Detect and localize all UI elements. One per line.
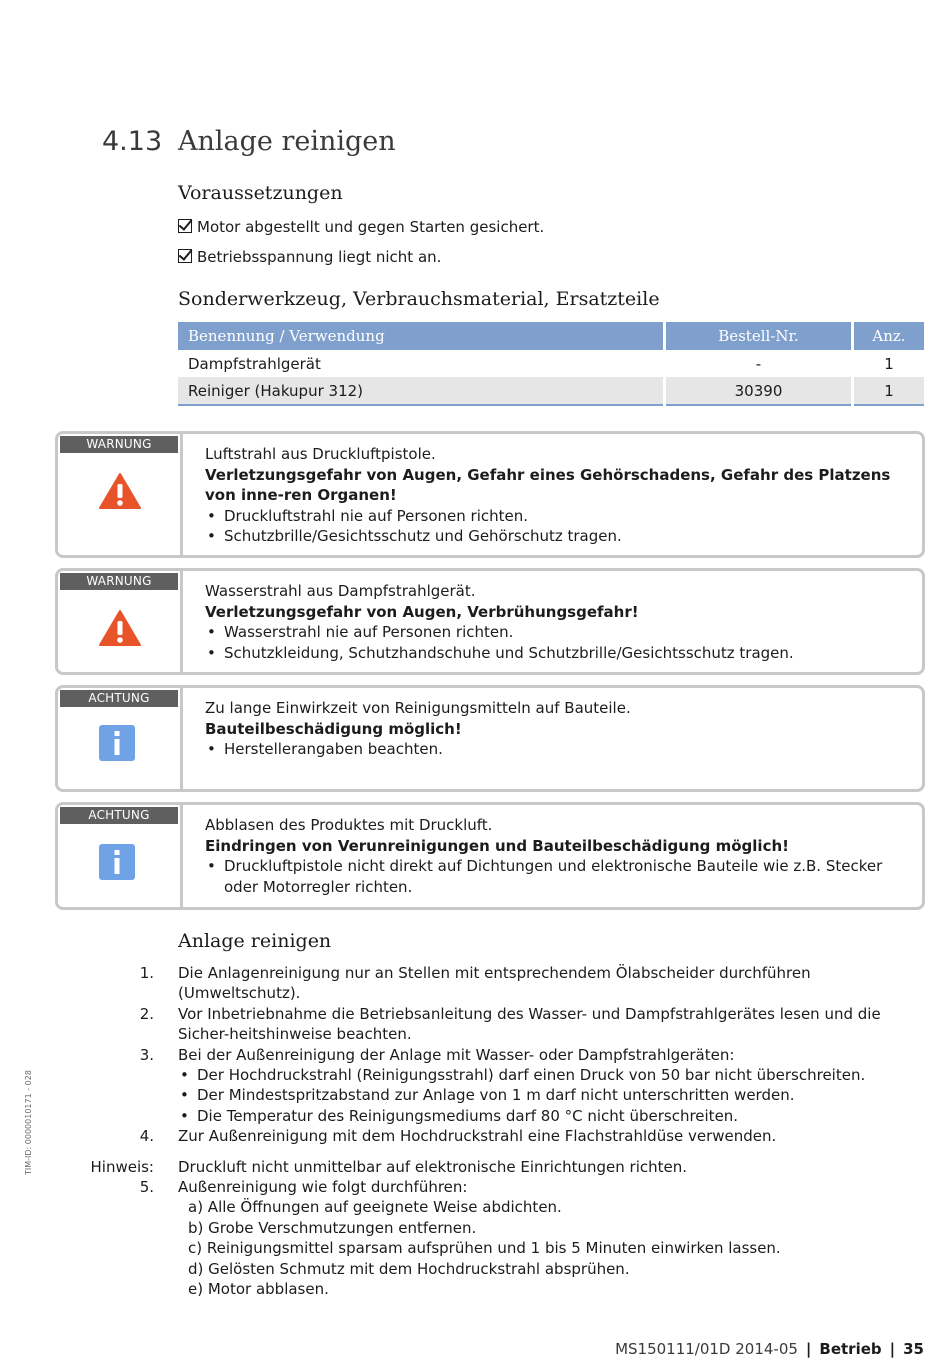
column-header: Anz. — [853, 322, 925, 350]
table-cell: 1 — [853, 377, 925, 405]
warning-notice — [55, 431, 925, 558]
list-item: e) Motor abblasen. — [188, 1280, 329, 1299]
procedure-step — [80, 1126, 920, 1146]
caution-notice — [55, 685, 925, 792]
list-item: • Herstellerangaben beachten. — [205, 739, 908, 760]
list-item: a) Alle Öffnungen auf geeignete Weise abdichten. — [188, 1198, 562, 1217]
table-row — [178, 350, 924, 377]
list-item: • Wasserstrahl nie auf Personen richten. — [205, 622, 908, 643]
step-content — [178, 1177, 920, 1299]
notice-danger: Eindringen von Verunreinigungen und Bauteilbeschädigung möglich! — [205, 836, 789, 855]
notice-intro: Zu lange Einwirkzeit von Reinigungsmitteln auf Bauteile. — [205, 699, 631, 717]
notice-body — [205, 444, 908, 547]
notice-tag: ACHTUNG — [60, 807, 178, 824]
table-cell: - — [665, 350, 853, 377]
step-number: 3. — [139, 1045, 154, 1064]
procedure-note — [80, 1157, 920, 1177]
notice-body — [205, 698, 908, 760]
notice-bullets — [205, 622, 908, 663]
notice-body — [205, 815, 908, 897]
notice-tag: WARNUNG — [60, 573, 178, 590]
notice-body — [205, 581, 908, 663]
parts-table — [178, 322, 924, 406]
page-footer — [615, 1340, 924, 1358]
step-text: Außenreinigung wie folgt durchführen: — [178, 1178, 468, 1197]
page-number: 35 — [903, 1340, 924, 1358]
list-item: • Druckluftstrahl nie auf Personen richten. — [205, 506, 908, 527]
list-item: • Schutzbrille/Gesichtsschutz und Gehörschutz tragen. — [205, 526, 908, 547]
chapter-name: Betrieb — [819, 1340, 882, 1358]
warning-notice — [55, 568, 925, 675]
footer-separator: | — [889, 1340, 896, 1358]
list-item: • Der Mindestspritzabstand zur Anlage von 1 m darf nicht unterschritten werden. — [178, 1085, 920, 1105]
notice-sidebar — [58, 434, 183, 555]
list-item: • Die Temperatur des Reinigungsmediums darf 80 °C nicht überschreiten. — [178, 1106, 920, 1126]
column-header: Benennung / Verwendung — [178, 322, 665, 350]
procedure-heading: Anlage reinigen — [178, 930, 332, 952]
table-cell: 30390 — [665, 377, 853, 405]
list-item: d) Gelösten Schmutz mit dem Hochdruckstrahl absprühen. — [188, 1259, 630, 1278]
notice-sidebar — [58, 571, 183, 672]
note-text: Druckluft nicht unmittelbar auf elektronische Einrichtungen richten. — [178, 1157, 688, 1176]
table-row — [178, 377, 924, 405]
column-header: Bestell-Nr. — [665, 322, 853, 350]
list-item: • Schutzkleidung, Schutzhandschuhe und Schutzbrille/Gesichtsschutz tragen. — [205, 643, 908, 664]
notice-sidebar — [58, 688, 183, 789]
info-icon — [98, 843, 136, 881]
step-number: 4. — [139, 1127, 154, 1146]
document-id: MS150111/01D 2014-05 — [615, 1340, 798, 1358]
notice-danger: Verletzungsgefahr von Augen, Gefahr eines Gehörschadens, Gefahr des Platzens von inne-ren Organen! — [205, 465, 891, 504]
procedure-step — [80, 963, 920, 1004]
prerequisites-heading: Voraussetzungen — [178, 182, 343, 204]
procedure-steps — [80, 963, 920, 1300]
list-item: • Druckluftpistole nicht direkt auf Dichtungen und elektronische Bauteile wie z.B. Stecker oder Motorregler richten. — [205, 856, 908, 897]
prerequisite-item: Betriebsspannung liegt nicht an. — [178, 248, 441, 266]
step-number: 1. — [139, 964, 154, 982]
notice-tag: WARNUNG — [60, 436, 178, 453]
notice-danger: Verletzungsgefahr von Augen, Verbrühungsgefahr! — [205, 602, 639, 621]
notice-intro: Abblasen des Produktes mit Druckluft. — [205, 816, 493, 834]
warning-triangle-icon — [98, 472, 142, 510]
footer-separator: | — [805, 1340, 812, 1358]
warning-triangle-icon — [98, 609, 142, 647]
notice-bullets — [205, 506, 908, 547]
step-text: Die Anlagenreinigung nur an Stellen mit entsprechendem Ölabscheider durchführen (Umweltschutz). — [178, 964, 811, 1003]
tools-heading: Sonderwerkzeug, Verbrauchsmaterial, Ersatzteile — [178, 288, 660, 310]
step-text: Zur Außenreinigung mit dem Hochdruckstrahl eine Flachstrahldüse verwenden. — [178, 1127, 777, 1146]
notice-sidebar — [58, 805, 183, 907]
step-text: Vor Inbetriebnahme die Betriebsanleitung des Wasser- und Dampfstrahlgerätes lesen und die Sicher-heitshinweise beachten. — [178, 1004, 881, 1044]
notice-tag: ACHTUNG — [60, 690, 178, 707]
step-text: Bei der Außenreinigung der Anlage mit Wasser- oder Dampfstrahlgeräten: — [178, 1045, 735, 1064]
notice-bullets — [205, 856, 908, 897]
procedure-step — [80, 1045, 920, 1127]
step-content — [178, 1045, 920, 1127]
note-label: Hinweis: — [90, 1157, 154, 1176]
notice-intro: Luftstrahl aus Druckluftpistole. — [205, 445, 436, 463]
section-title: Anlage reinigen — [178, 126, 396, 157]
checkbox-checked-icon — [178, 249, 192, 263]
notice-intro: Wasserstrahl aus Dampfstrahlgerät. — [205, 582, 476, 600]
notice-danger: Bauteilbeschädigung möglich! — [205, 719, 462, 738]
list-item: b) Grobe Verschmutzungen entfernen. — [188, 1218, 477, 1237]
table-cell: Reiniger (Hakupur 312) — [178, 377, 665, 405]
prerequisite-item: Motor abgestellt und gegen Starten gesichert. — [178, 218, 544, 236]
step-number: 2. — [139, 1004, 154, 1023]
list-item: c) Reinigungsmittel sparsam aufsprühen und 1 bis 5 Minuten einwirken lassen. — [188, 1239, 781, 1258]
tim-id: TIM-ID: 0000010171 - 028 — [24, 1070, 33, 1175]
table-cell: 1 — [884, 354, 894, 373]
notice-bullets — [205, 739, 908, 760]
procedure-step — [80, 1177, 920, 1299]
info-icon — [98, 724, 136, 762]
list-item: • Der Hochdruckstrahl (Reinigungsstrahl) darf einen Druck von 50 bar nicht überschreiten. — [178, 1065, 920, 1085]
procedure-step — [80, 1004, 920, 1045]
table-cell: Dampfstrahlgerät — [178, 350, 665, 377]
section-number: 4.13 — [102, 126, 163, 157]
table-header-row — [178, 322, 924, 350]
caution-notice — [55, 802, 925, 910]
step-number: 5. — [139, 1178, 154, 1197]
checkbox-checked-icon — [178, 219, 192, 233]
